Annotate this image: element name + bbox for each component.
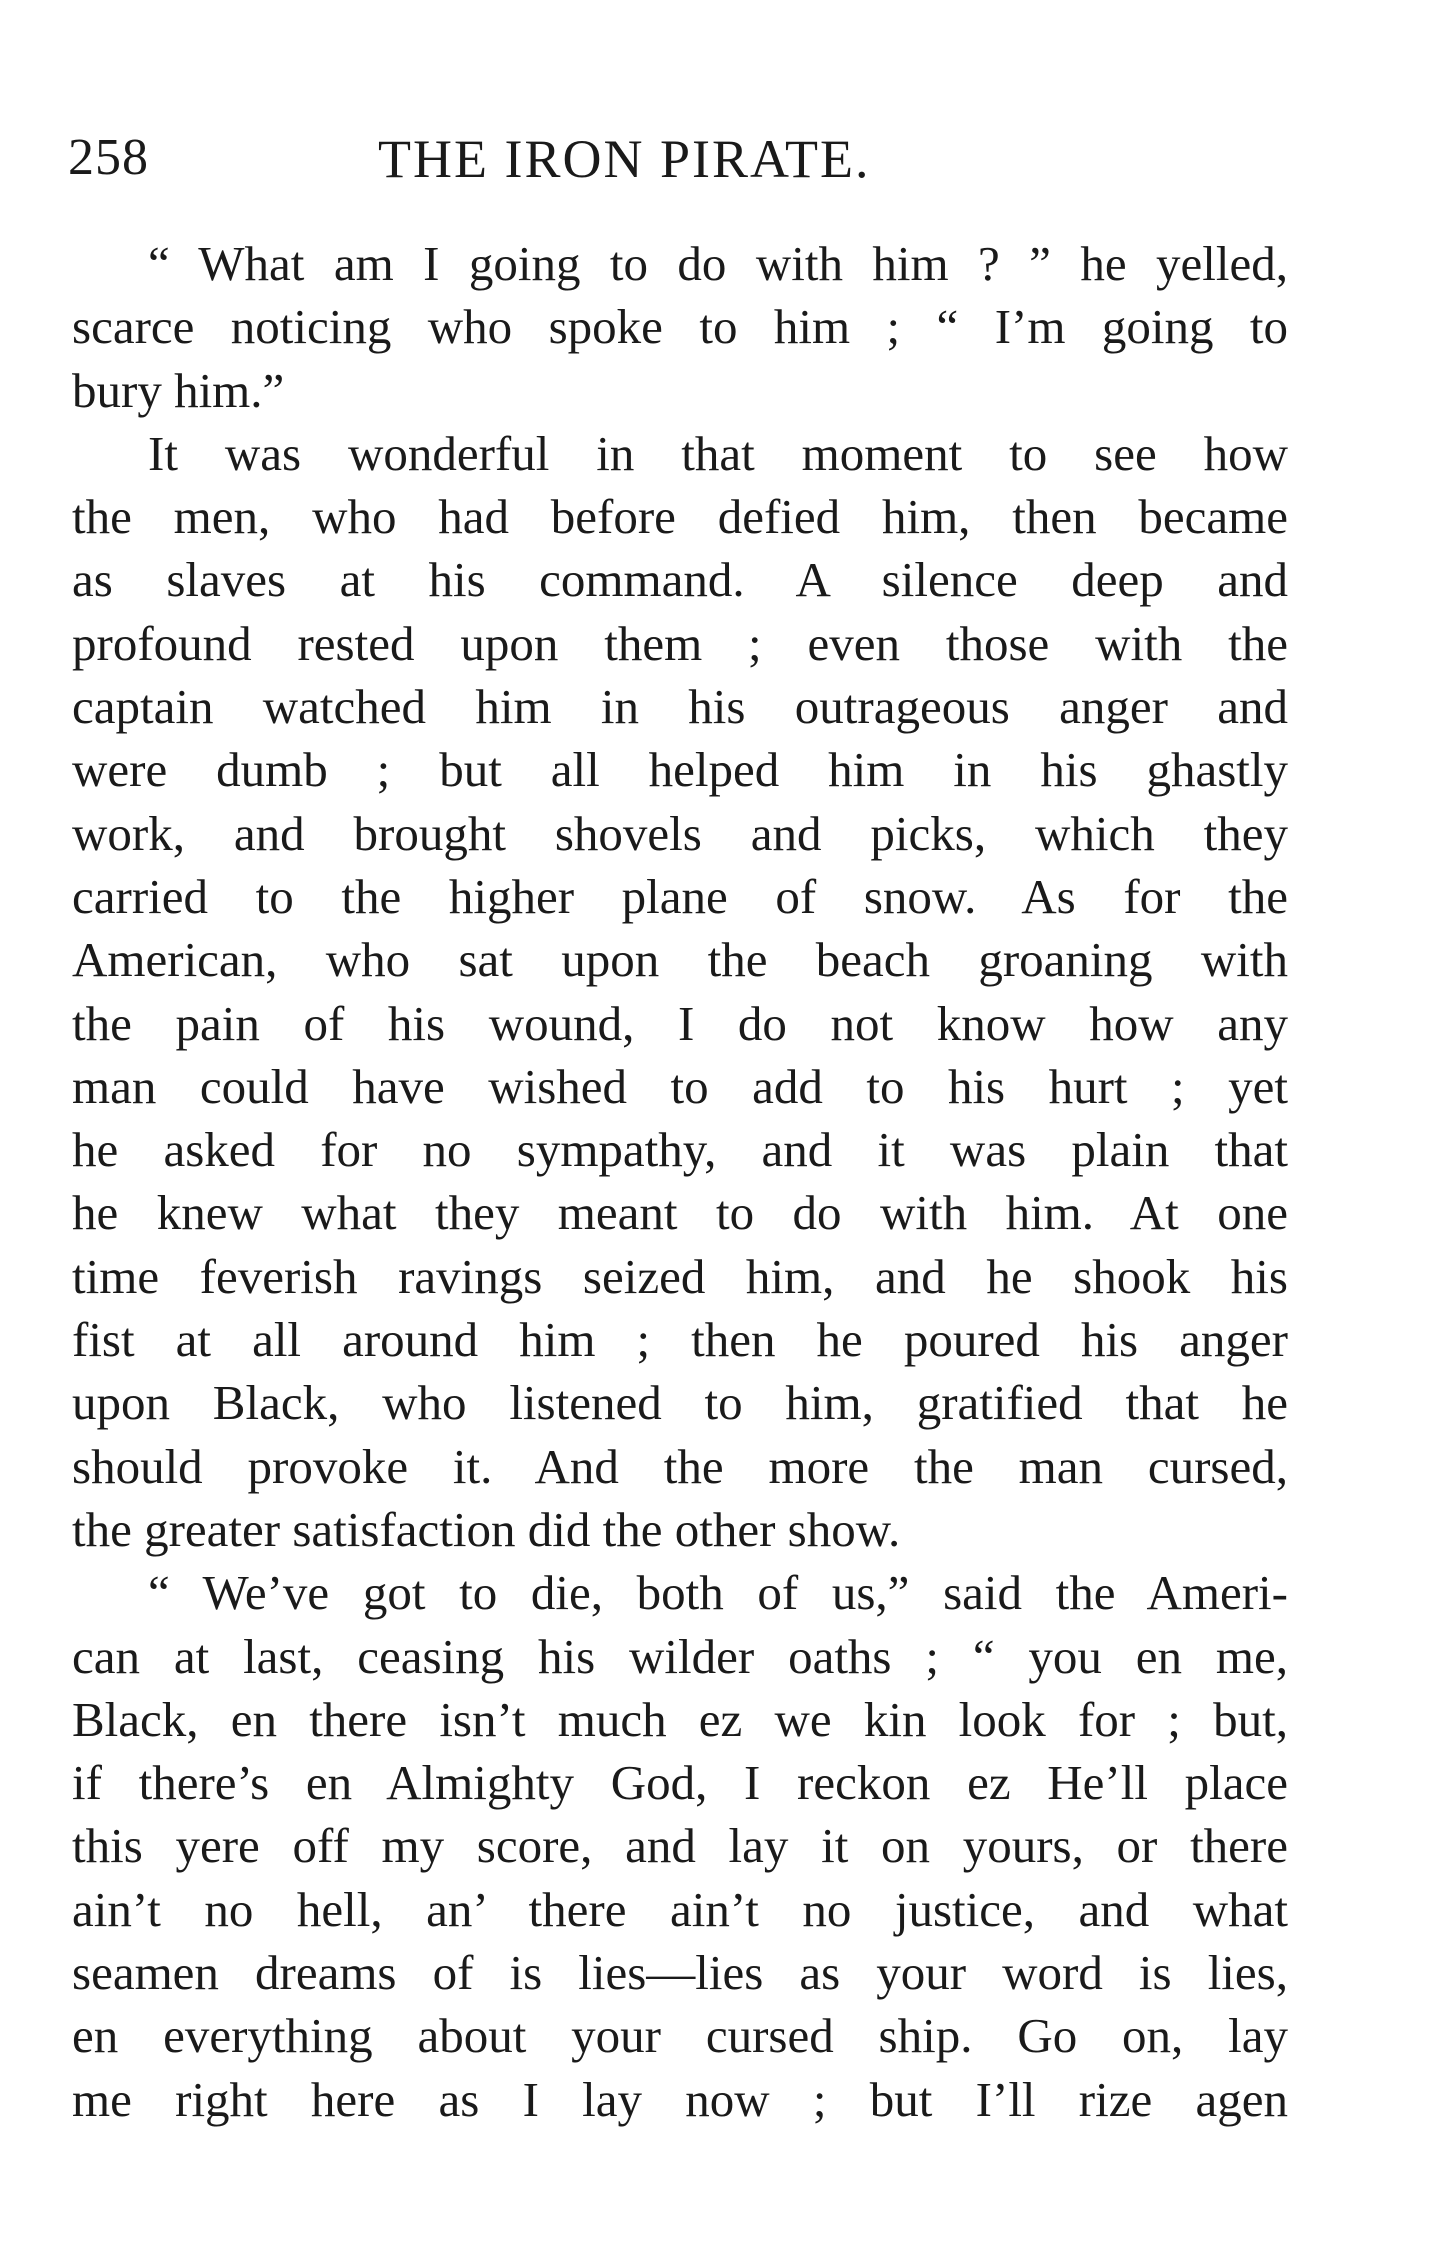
text-line: he asked for no sympathy, and it was plain that xyxy=(72,1122,1288,1178)
text-line: American, who sat upon the beach groaning with xyxy=(72,932,1288,988)
text-line: as slaves at his command. A silence deep and xyxy=(72,552,1288,608)
text-line: seamen dreams of is lies—lies as your word is lies, xyxy=(72,1945,1288,2001)
text-line: It was wonderful in that moment to see how xyxy=(148,425,1288,481)
text-line: time feverish ravings seized him, and he shook his xyxy=(72,1248,1288,1304)
text-line: scarce noticing who spoke to him ; “ I’m going to xyxy=(72,299,1288,355)
text-line: ain’t no hell, an’ there ain’t no justice, and what xyxy=(72,1881,1288,1937)
page-number: 258 xyxy=(68,129,149,186)
text-line: fist at all around him ; then he poured his anger xyxy=(72,1312,1288,1368)
text-line: me right here as I lay now ; but I’ll rize agen xyxy=(72,2071,1288,2127)
running-title: THE IRON PIRATE. xyxy=(378,129,871,189)
text-line: the pain of his wound, I do not know how any xyxy=(72,995,1288,1051)
text-line: work, and brought shovels and picks, which they xyxy=(72,805,1288,861)
text-line: should provoke it. And the more the man cursed, xyxy=(72,1438,1288,1494)
text-line: “ What am I going to do with him ? ” he yelled, xyxy=(148,236,1288,291)
body-text xyxy=(72,232,1288,2131)
text-line: captain watched him in his outrageous anger and xyxy=(72,679,1288,735)
text-line: “ We’ve got to die, both of us,” said the Ameri- xyxy=(148,1565,1288,1621)
text-line: carried to the higher plane of snow. As for the xyxy=(72,868,1288,924)
text-line: if there’s en Almighty God, I reckon ez He’ll place xyxy=(72,1755,1288,1811)
text-line: profound rested upon them ; even those with the xyxy=(72,615,1288,671)
text-line: upon Black, who listened to him, gratified that he xyxy=(72,1375,1288,1431)
text-line: can at last, ceasing his wilder oaths ; “ you en me, xyxy=(72,1628,1288,1684)
text-line: Black, en there isn’t much ez we kin look for ; but, xyxy=(72,1691,1288,1747)
running-head xyxy=(68,128,1288,208)
text-line: were dumb ; but all helped him in his ghastly xyxy=(72,742,1288,798)
text-line: the greater satisfaction did the other show. xyxy=(72,1501,901,1557)
text-line: this yere off my score, and lay it on yours, or there xyxy=(72,1818,1288,1874)
text-line: man could have wished to add to his hurt ; yet xyxy=(72,1058,1288,1114)
text-line: bury him.” xyxy=(72,362,285,418)
text-line: en everything about your cursed ship. Go on, lay xyxy=(72,2008,1288,2064)
text-line: the men, who had before defied him, then became xyxy=(72,489,1288,545)
text-line: he knew what they meant to do with him. At one xyxy=(72,1185,1288,1241)
